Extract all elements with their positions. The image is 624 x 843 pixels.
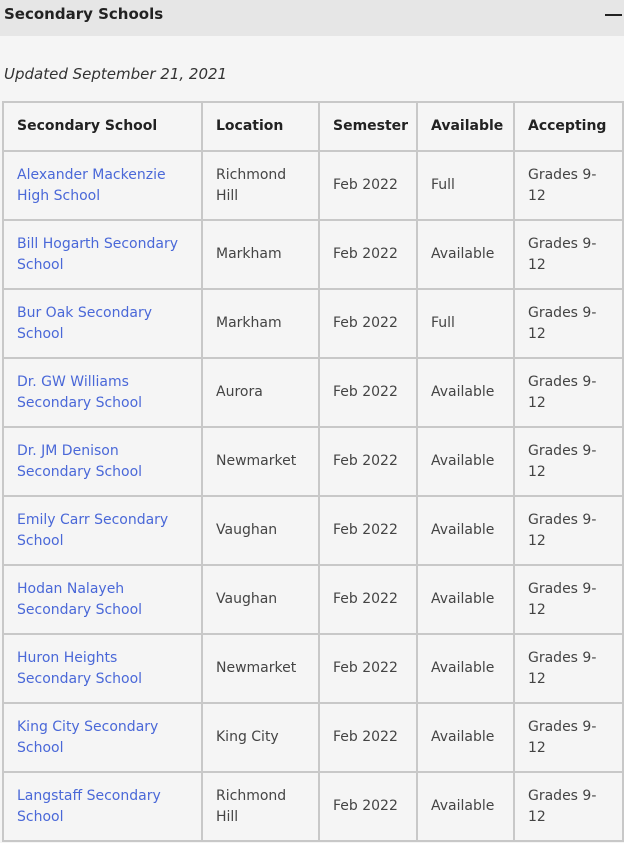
minus-icon[interactable] (604, 6, 622, 24)
table-row (3, 772, 623, 841)
semester-cell: Feb 2022 (319, 565, 417, 634)
school-link[interactable]: King City Secondary School (17, 718, 159, 756)
accepting-cell: Grades 9-12 (514, 703, 623, 772)
school-cell (3, 496, 202, 565)
availability-cell: Available (417, 565, 514, 634)
semester-cell: Feb 2022 (319, 772, 417, 841)
school-cell (3, 358, 202, 427)
semester-cell: Feb 2022 (319, 358, 417, 427)
school-cell (3, 151, 202, 220)
location-cell: Newmarket (202, 634, 319, 703)
semester-cell: Feb 2022 (319, 703, 417, 772)
school-link[interactable]: Hodan Nalayeh Secondary School (17, 580, 143, 618)
column-header-location: Location (202, 102, 319, 151)
table-header-row (3, 102, 623, 151)
table-row (3, 496, 623, 565)
school-cell (3, 634, 202, 703)
location-cell: Vaughan (202, 496, 319, 565)
availability-cell: Full (417, 289, 514, 358)
location-cell: Markham (202, 220, 319, 289)
availability-cell: Available (417, 220, 514, 289)
accepting-cell: Grades 9-12 (514, 634, 623, 703)
school-link[interactable]: Huron Heights Secondary School (17, 649, 143, 687)
semester-cell: Feb 2022 (319, 289, 417, 358)
column-header-school: Secondary School (3, 102, 202, 151)
semester-cell: Feb 2022 (319, 220, 417, 289)
location-cell: Richmond Hill (202, 151, 319, 220)
school-cell (3, 427, 202, 496)
availability-cell: Available (417, 427, 514, 496)
accepting-cell: Grades 9-12 (514, 772, 623, 841)
school-link[interactable]: Bill Hogarth Secondary School (17, 235, 178, 273)
school-cell (3, 703, 202, 772)
availability-cell: Available (417, 634, 514, 703)
availability-cell: Available (417, 703, 514, 772)
school-cell (3, 220, 202, 289)
column-header-available: Available (417, 102, 514, 151)
accepting-cell: Grades 9-12 (514, 289, 623, 358)
school-cell (3, 289, 202, 358)
section-title: Secondary Schools (4, 5, 164, 23)
accepting-cell: Grades 9-12 (514, 496, 623, 565)
school-link[interactable]: Dr. JM Denison Secondary School (17, 442, 143, 480)
accepting-cell: Grades 9-12 (514, 220, 623, 289)
location-cell: Aurora (202, 358, 319, 427)
semester-cell: Feb 2022 (319, 427, 417, 496)
semester-cell: Feb 2022 (319, 151, 417, 220)
table-row (3, 151, 623, 220)
location-cell: King City (202, 703, 319, 772)
column-header-accepting: Accepting (514, 102, 623, 151)
table-row (3, 289, 623, 358)
schools-table (2, 101, 624, 842)
accepting-cell: Grades 9-12 (514, 427, 623, 496)
location-cell: Markham (202, 289, 319, 358)
availability-cell: Available (417, 496, 514, 565)
table-row (3, 358, 623, 427)
accepting-cell: Grades 9-12 (514, 358, 623, 427)
table-row (3, 703, 623, 772)
column-header-semester: Semester (319, 102, 417, 151)
table-row (3, 220, 623, 289)
table-row (3, 634, 623, 703)
availability-cell: Available (417, 772, 514, 841)
availability-cell: Full (417, 151, 514, 220)
location-cell: Vaughan (202, 565, 319, 634)
location-cell: Richmond Hill (202, 772, 319, 841)
availability-cell: Available (417, 358, 514, 427)
school-link[interactable]: Emily Carr Secondary School (17, 511, 169, 549)
table-row (3, 565, 623, 634)
school-link[interactable]: Dr. GW Williams Secondary School (17, 373, 143, 411)
table-row (3, 427, 623, 496)
location-cell: Newmarket (202, 427, 319, 496)
school-link[interactable]: Bur Oak Secondary School (17, 304, 152, 342)
school-link[interactable]: Alexander Mackenzie High School (17, 166, 166, 204)
updated-date: Updated September 21, 2021 (4, 65, 228, 83)
accordion-header-secondary-schools[interactable] (0, 0, 624, 36)
school-link[interactable]: Langstaff Secondary School (17, 787, 161, 825)
accepting-cell: Grades 9-12 (514, 565, 623, 634)
accepting-cell: Grades 9-12 (514, 151, 623, 220)
school-cell (3, 772, 202, 841)
semester-cell: Feb 2022 (319, 496, 417, 565)
semester-cell: Feb 2022 (319, 634, 417, 703)
school-cell (3, 565, 202, 634)
